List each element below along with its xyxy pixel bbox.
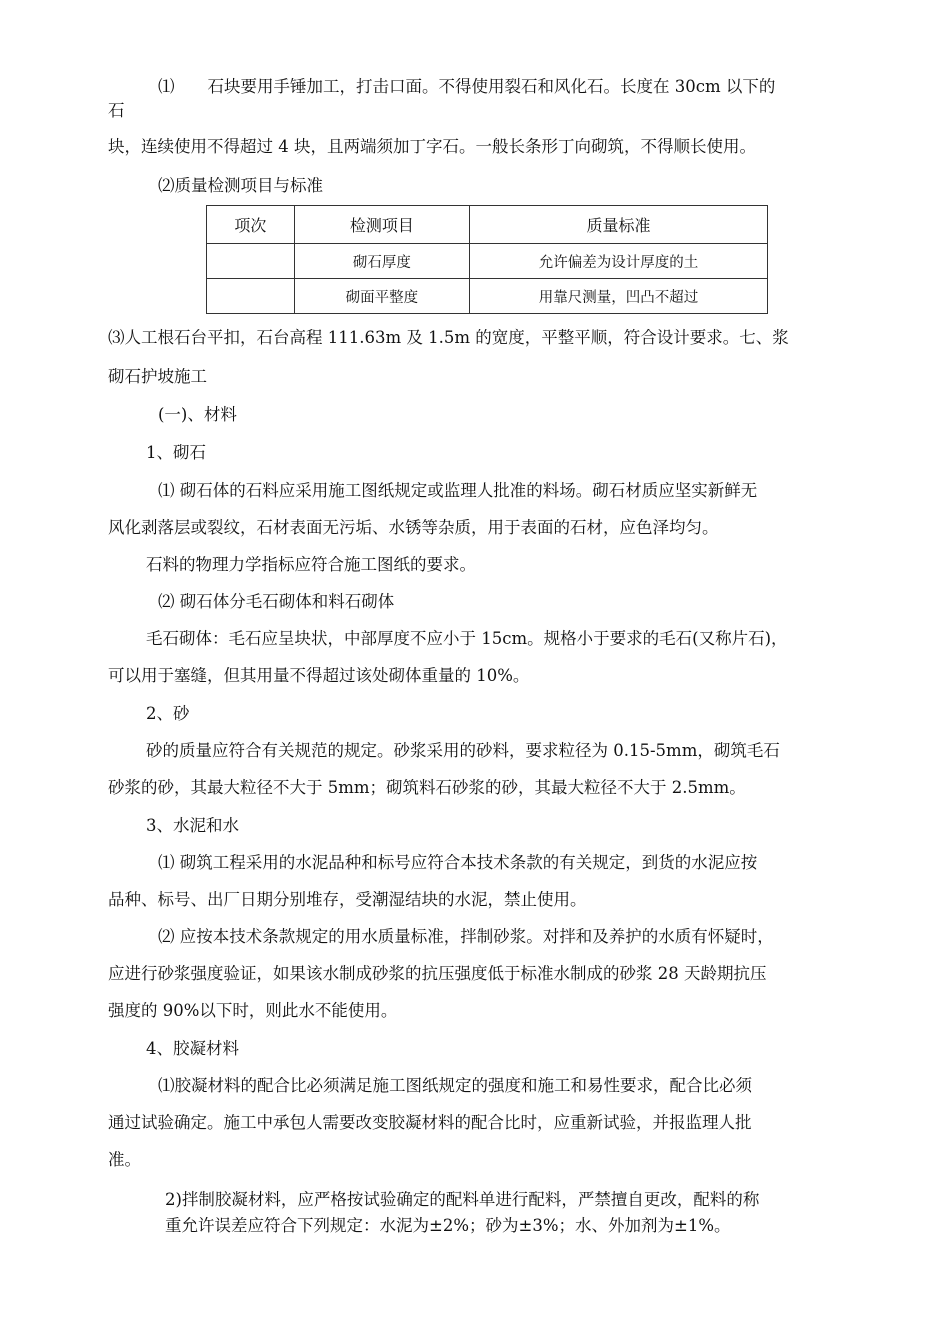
table-cell: 允许偏差为设计厚度的土 <box>470 244 768 279</box>
paragraph-line: ⑶人工根石台平扣，石台高程 111.63m 及 1.5m 的宽度，平整平顺，符合设计要求。七、浆 <box>108 328 789 347</box>
section-heading: 2、砂 <box>146 704 190 723</box>
table-header-cell: 项次 <box>207 206 295 244</box>
paragraph-line: 石料的物理力学指标应符合施工图纸的要求。 <box>146 555 476 574</box>
paragraph-line: 毛石砌体：毛石应呈块状，中部厚度不应小于 15cm。规格小于要求的毛石(又称片石)， <box>146 629 788 648</box>
paragraph-line: 重允许误差应符合下列规定：水泥为±2%；砂为±3%；水、外加剂为±1%。 <box>165 1216 731 1235</box>
paragraph-line: 强度的 90%以下时，则此水不能使用。 <box>108 1001 398 1020</box>
table-cell <box>207 244 295 279</box>
paragraph-line: ⑴ 砌筑工程采用的水泥品种和标号应符合本技术条款的有关规定，到货的水泥应按 <box>158 853 758 872</box>
paragraph-line: ⑴胶凝材料的配合比必须满足施工图纸规定的强度和施工和易性要求，配合比必须 <box>158 1076 752 1095</box>
section-heading: (一)、材料 <box>158 405 237 424</box>
paragraph-line: 石 <box>108 101 125 120</box>
table-row <box>207 279 768 314</box>
paragraph-line: ⑴ 砌石体的石料应采用施工图纸规定或监理人批准的料场。砌石材质应坚实新鲜无 <box>158 481 758 500</box>
table-header-row <box>207 206 768 244</box>
table-row <box>207 244 768 279</box>
paragraph-line: 准。 <box>108 1150 141 1169</box>
quality-standard-table <box>206 205 768 314</box>
table-cell: 砌石厚度 <box>294 244 469 279</box>
paragraph-line: 砂浆的砂，其最大粒径不大于 5mm；砌筑料石砂浆的砂，其最大粒径不大于 2.5mm。 <box>108 778 746 797</box>
paragraph-line: 2)拌制胶凝材料，应严格按试验确定的配料单进行配料，严禁擅自更改，配料的称 <box>165 1190 760 1209</box>
paragraph-line: 风化剥落层或裂纹，石材表面无污垢、水锈等杂质，用于表面的石材，应色泽均匀。 <box>108 518 719 537</box>
paragraph-line: 砌石护坡施工 <box>108 367 207 386</box>
paragraph-line: ⑴ 石块要用手锤加工，打击口面。不得使用裂石和风化石。长度在 30cm 以下的 <box>158 77 776 96</box>
section-heading: ⑵质量检测项目与标准 <box>158 176 323 195</box>
paragraph-line: 块，连续使用不得超过 4 块，且两端须加丁字石。一般长条形丁向砌筑，不得顺长使用。 <box>108 137 756 156</box>
table-cell <box>207 279 295 314</box>
paragraph-line: ⑵ 砌石体分毛石砌体和料石砌体 <box>158 592 395 611</box>
table-cell: 用靠尺测量，凹凸不超过 <box>470 279 768 314</box>
paragraph-line: 应进行砂浆强度验证，如果该水制成砂浆的抗压强度低于标准水制成的砂浆 28 天龄期抗压 <box>108 964 767 983</box>
table-cell: 砌面平整度 <box>294 279 469 314</box>
section-heading: 1、砌石 <box>146 443 206 462</box>
section-heading: 3、水泥和水 <box>146 816 239 835</box>
table-header-cell: 检测项目 <box>294 206 469 244</box>
paragraph-line: 品种、标号、出厂日期分别堆存，受潮湿结块的水泥，禁止使用。 <box>108 890 587 909</box>
paragraph-line: 通过试验确定。施工中承包人需要改变胶凝材料的配合比时，应重新试验，并报监理人批 <box>108 1113 752 1132</box>
paragraph-line: ⑵ 应按本技术条款规定的用水质量标准，拌制砂浆。对拌和及养护的水质有怀疑时， <box>158 927 774 946</box>
paragraph-line: 可以用于塞缝，但其用量不得超过该处砌体重量的 10%。 <box>108 666 530 685</box>
paragraph-line: 砂的质量应符合有关规范的规定。砂浆采用的砂料，要求粒径为 0.15-5mm，砌筑毛石 <box>146 741 780 760</box>
table-header-cell: 质量标准 <box>470 206 768 244</box>
section-heading: 4、胶凝材料 <box>146 1039 239 1058</box>
